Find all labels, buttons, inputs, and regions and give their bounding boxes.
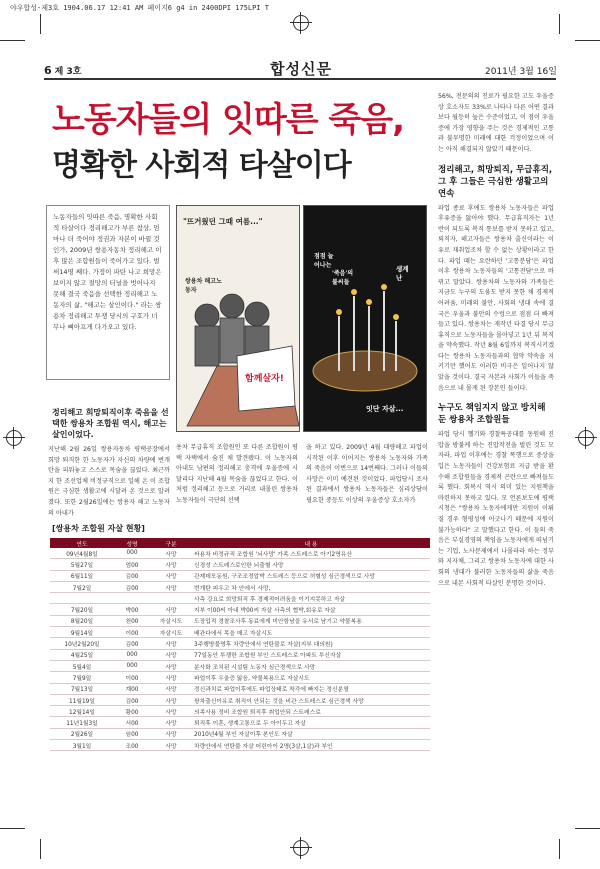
table-cell: 2010년4월 부인 자살이후 본인도 자살 [192,728,430,739]
table-cell: 번개탄 피우고 차 안에서 사망, [192,581,430,592]
cartoon-caption-workers: 쌍용차 해고노동자 [185,278,222,294]
table-cell: 황00 [114,706,150,717]
candles-cartoon-image [304,206,426,431]
table-row [50,559,430,570]
table-cell: 6월11일 [50,570,114,581]
table-cell: 9월14일 [50,627,114,638]
table-cell: 김00 [114,694,150,705]
issue-date: 2011년 3월 16일 [485,67,557,77]
table-cell: 파업이후 우울증 앓음, 약물복용으로 자살시도 [192,672,430,683]
table-cell: 계00 [114,683,150,694]
table-cell: 김00 [114,581,150,592]
table-cell: 사망 [150,683,192,694]
table-cell: 관제데모동원, 구조조정압박 스트레스 등으로 허혈성 심근경색으로 사망 [192,570,430,581]
table-cell: 이00 [114,627,150,638]
table-cell: 7월2일 [50,581,114,592]
crop-mark [559,839,560,859]
table-row [50,660,430,671]
table-cell: 000 [114,660,150,671]
cartoon-caption-summer: "뜨거웠던 그때 여름..." [183,217,263,226]
table-cell: 자살시도 [150,627,192,638]
masthead: 합성신문 [270,60,332,78]
cartoon-caption-suicides: 잇단 자살... [366,405,404,413]
table-cell: 쌍차출신이유로 취직이 안되는 것을 비관 스트레스로 심근경색 사망 [192,694,430,705]
right-column [438,92,554,589]
table-cell: 사망 [150,717,192,728]
crop-mark [575,828,600,829]
table-cell: 사망 [150,604,192,615]
table-cell: 09년4월8일 [50,548,114,559]
cartoon-left [176,205,300,432]
table-row [50,694,430,705]
table-cell: 엄00 [114,559,150,570]
table-cell: 2월26일 [50,728,114,739]
right-paragraph-1: 56%, 전문의의 진료가 필요한 고도 우울증상 호소자도 33%로 나타나 다른 어떤 결과보다 월등히 높은 수준이었고, 이 점이 우울증에 가장 영향을 주는 것은 경제적인 고통과 불투명한 미래에 대한 걱정이었으며 이는 아직 해결되지 않았기 때문이다. [438,93,554,153]
registration-mark-icon [6,430,22,446]
table-cell: 정신과치료 파업이후에도 파업상태로 착각에 빠지는 정신분열 [192,683,430,694]
crop-mark [559,14,560,34]
table-row [50,627,430,638]
table-cell: 사망 [150,649,192,660]
table-cell: 배관다에서 목을 매고 자살시도 [192,627,430,638]
protest-cartoon-image [177,206,299,431]
table-cell: 77일동안 투쟁한 조합원 부인 스트레스로 아파트 투신자살 [192,649,430,660]
table-row [50,740,430,751]
table-cell: 사망 [150,706,192,717]
table-row [50,728,430,739]
header-type: 구분 [150,538,192,548]
lead-box: 노동자들의 잇따른 죽음, 명확한 사회적 타살이다 정리해고가 부른 참상, 엄마나 더 죽어야 정권과 자본이 바뀔 것인가, 2009년 쌍용자동차 정리해고 이후 많은 조합원들이 죽어가고 있다. 벌써14명 째다. 가정이 파탄 나고 희망은 보이지 않고 절망의 터널을 벗어나지 못해 결국 죽음을 선택한 정리해고 노동자의 삶, "해고는 살인이다." 라는 쌍용차 정리해고 투쟁 당시의 구호가 너무나 뼈아프게 다가오고 있다. [46,205,170,380]
cartoon-caption-together: 함께살자! [245,374,284,384]
table-cell: 싸용차 비정규직 조합원 '뇌사망' 가족 스트레스로 아기2명유산 [192,548,430,559]
page-number: 6 제 3호 [44,64,82,77]
table-cell: 8월20일 [50,615,114,626]
table-row [50,672,430,683]
registration-mark-icon [578,430,594,446]
table-cell: 조00 [114,740,150,751]
header-year: 연도 [50,538,114,548]
header-name: 성명 [114,538,150,548]
table-cell: 사망 [150,638,192,649]
table-title: [쌍용차 조합원 자살 현황] [52,524,145,533]
table-cell: 도장입적 경찰조사후 동료에게 미안함남을 유서로 남기고 약물복용 [192,615,430,626]
print-info: 야우합성-제3호 1904.06.17 12:41 AM 페이지6 g4 in 2400DPI 175LPI T [10,4,269,12]
table-cell: 박00 [114,604,150,615]
crop-mark [0,828,25,829]
table-cell: 12월14일 [50,706,114,717]
table-row [50,615,430,626]
table-cell: 3월1일 [50,740,114,751]
table-cell: 4월25일 [50,649,114,660]
table-header-row [50,538,430,548]
table-row [50,683,430,694]
table-cell: 김00 [114,570,150,581]
registration-mark-icon [293,840,309,856]
article-subhead: 정리해고 희망퇴직이후 죽음을 선택한 쌍용차 조합원 역시, 해고는 살인이었다. [52,408,169,439]
table-cell: 사망 [150,660,192,671]
registration-mark-icon [293,15,309,31]
table-cell: 사망 [150,581,192,592]
table-cell: 사망 [150,570,192,581]
crop-mark [0,40,25,41]
table-cell: 이00 [114,672,150,683]
table-cell: 지부 이00씨 아내 박00씨 자살 사측의 협박,회유로 자살 [192,604,430,615]
right-paragraph-2: 파업 종료 후에도 쌍용차 노동자들은 파업 후유증을 앓아야 했다. 무급휴직자는 1년 반이 되도록 복직 통보를 받지 못하고 있고, 퇴직자, 해고자들은 쌍용차 출신이라는 이유로 재취업조차 할 수 없는 상황이라고 한다. 파업 때는 요란하던 '고통분담'은 파업 이후 쌍용차 노동자들의 '고통전담'으로 바뀌고 말았다. 쌍용차의 노동자와 가족들은 지금도 누구의 도움도 받지 못한 채 경제적 어려움, 미래의 불안, 사회의 냉대 속에 결국은 우울과 불안의 수렁으로 점점 더 빠져들고 있다. 쌍용차는 재작년 타결 당시 무급휴직으로 노동자들을 몰아넣고 1년 뒤 복직을 약속했다. 작년 8월 6일까지 복직시키겠다는 쌍용차 노동자들과의 협약 약속을 지키기만 했어도 이러한 비극은 일어나지 않았을 것이다. 결국 자본과 사회가 이들을 죽음으로 내 몰게 된 장본인 들이다. [438,204,554,392]
table-cell: 자살시도 [150,615,192,626]
table-row [50,706,430,717]
article-column-2: 용차 무급휴직 조합원인 또 다른 조합원이 평택 자택에서 숨진 채 발견됐다. 이 노동자의 아내도 남편의 정리해고 충격에 우울증에 시달리다 지난해 4월 목숨을 끊었다고 한다. 이처럼 정리해고 등으로 거리로 내몰린 쌍용차 노동자들이 극단의 선택 [176,444,298,504]
table-row [50,593,430,604]
table-cell [114,593,150,604]
table-row [50,649,430,660]
table-cell: 5월27일 [50,559,114,570]
header-content: 내 용 [192,538,430,548]
table-cell: 의족사용 정비 조합원 퇴직후 취업안되 스트레스로 [192,706,430,717]
table-row [50,638,430,649]
table-cell: 사망 [150,548,192,559]
table-cell: 임00 [114,728,150,739]
table-cell: 김00 [114,638,150,649]
table-cell: 분사화 조치된 시설팀 노동자 심근경색으로 사망 [192,660,430,671]
table-cell: 10년2월20일 [50,638,114,649]
table-cell: 서00 [114,717,150,728]
suicide-status-table [50,538,430,751]
headline-line1: 노동자들의 잇따른 죽음, [52,100,405,140]
table-cell: 000 [114,649,150,660]
table-cell: 7월9일 [50,672,114,683]
table-cell: 차량안에서 연탄불 자살 어린아이 2명(3살,1살)과 부인 [192,740,430,751]
table-row [50,548,430,559]
crop-mark [40,839,41,859]
crop-mark [40,14,41,34]
crop-mark [575,40,600,41]
table-cell [150,593,192,604]
table-cell: 사측 강요로 희망퇴직 후 경제적어려움을 이기지못하고 자살 [192,593,430,604]
table-cell: 사망 [150,559,192,570]
table-cell: 7월13일 [50,683,114,694]
table-row [50,604,430,615]
table-cell [50,593,114,604]
table-cell: 7월20일 [50,604,114,615]
right-heading-2: 누구도 책임지지 않고 방치해 둔 쌍용차 조합원들 [438,403,546,426]
right-heading-1: 정리해고, 희망퇴직, 무급휴직, 그 후 그들은 극심한 생활고의 연속 [438,164,553,199]
right-paragraph-3: 파업 당시 헬기와 경찰특공대를 동원해 진압을 방불케 하는 진압작전을 벌린 것도 모자라, 파업 이후에는 경찰 폭행으로 중상을 입은 노동자들이 건강보험료 지급 받을 환수해 조합원들을 경제적 곤란으로 빠져들도록 했다. 회복시 역시 의미 있는 지원책을 마련하지 못하고 있다. 모 언론보도에 평택시청은 "쌍용차 노동자에게만 지원이 이뤄질 경우 형평성에 어긋나기 때문에 지원이 불가능하다" 고 말했다고 한다. 이 들의 죽음은 부실경영의 책임을 노동자에게 떠넘기는 기업, 노사문제에서 나몰라라 하는 정부와 지자체, 그리고 쌍용차 노동자에 대한 사회의 냉대가 불러한 노동자들의 삶을 죽음으로 내몬 사회적 타살인 분명한 것이다. [438,431,554,587]
table-row [50,717,430,728]
table-cell: 3주행방불명후 차량안에서 연탄불로 자살(지부 대의원) [192,638,430,649]
table-cell: 신경성 스트레스로인한 뇌출혈 사망 [192,559,430,570]
cartoon-caption-sparks: '죽음'의 불씨들 [332,270,354,286]
article-column-3: 을 하고 있다. 2009년 4월 대량해고 파업이 시작된 이후 이어지는 쌍용차 노동자와 가족의 죽음이 이번으로 14번째다. 그러나 이들의 사망은 이미 예견된 것이었다. 파업당시 조사된 결과에서 쌍용차 노동자들은 심리상담이 필요한 중등도 이상의 우울증상 호소자가 [306,444,428,504]
table-cell: 사망 [150,672,192,683]
table-cell: 5월4일 [50,660,114,671]
table-cell: 사망 [150,728,192,739]
table-cell: 사망 [150,694,192,705]
table-row [50,570,430,581]
cartoon-right [303,205,427,432]
table-cell: 사망 [150,740,192,751]
table-cell: 000 [114,548,150,559]
table-row [50,581,430,592]
article-column-1: 지난해 2월 26일 쌍용자동차 평택공장에서 희망 퇴직한 한 노동자가 자신의 차량에 번개탄을 피워놓고 스스로 목숨을 끊었다. 최근까지 한 조선업체 비정규직으로 일해 온 이 조합원은 극심한 생활고에 시달려 온 것으로 알려졌다. 또한 2월26일에는 쌍용자 해고 노동자의 아내가 [48,446,170,517]
table-cell: 퇴직후 이혼, 생계고통으로 두 아이두고 자살 [192,717,430,728]
table-cell: 11월19일 [50,694,114,705]
table-cell: 11년1월3일 [50,717,114,728]
header-rule [44,78,556,80]
headline-line2: 명확한 사회적 타살이다 [52,148,351,183]
cartoon-caption-increasing: 점점 늘어나는 [314,253,334,269]
cartoon-caption-livelihood: 생계난 [396,265,409,282]
table-cell: 천00 [114,615,150,626]
